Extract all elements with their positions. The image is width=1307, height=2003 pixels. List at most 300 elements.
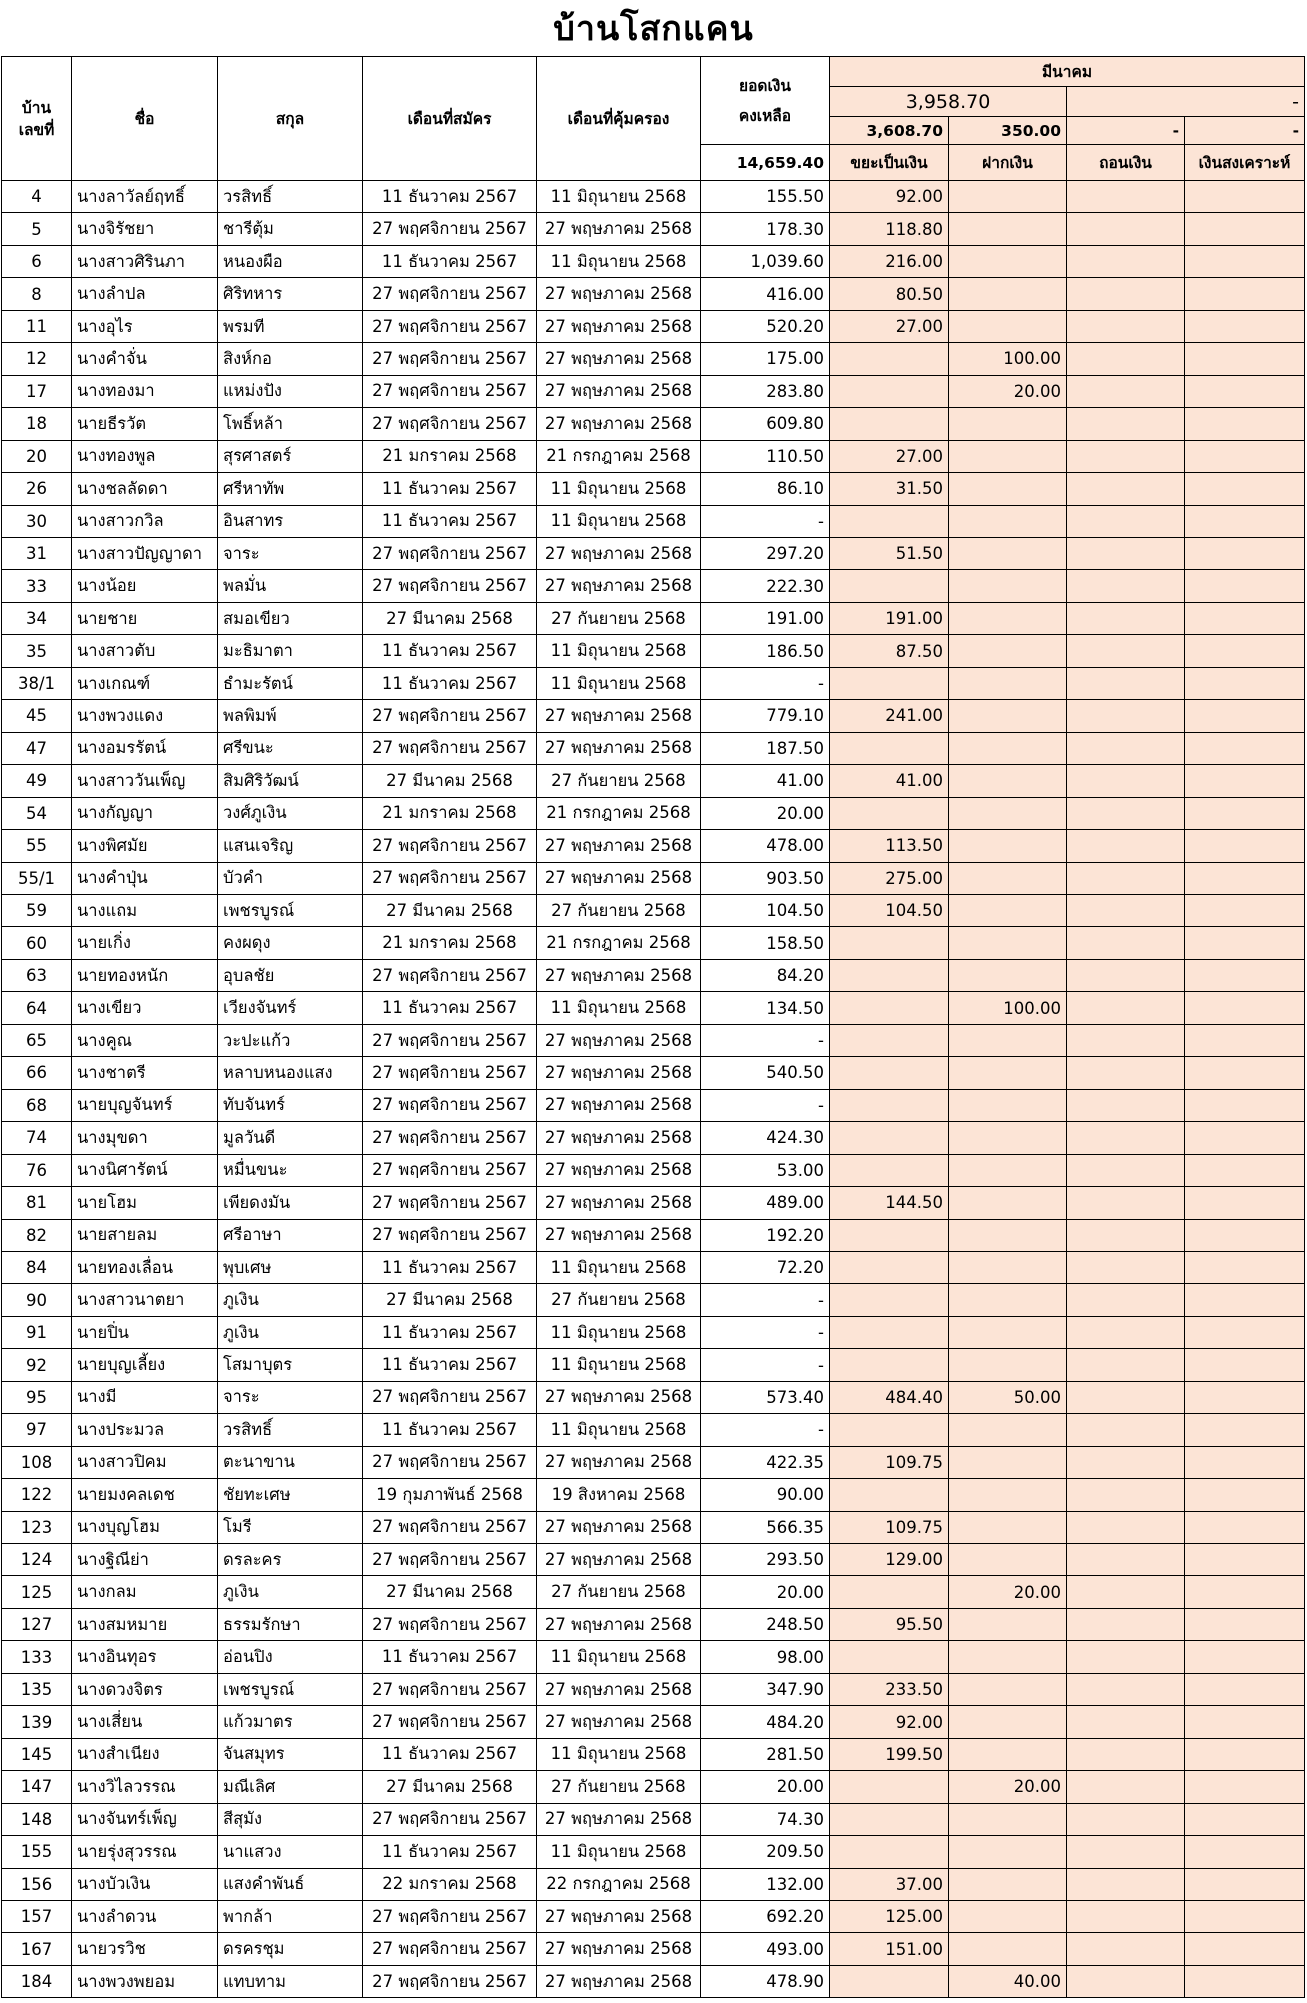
cell-apply-month: 27 มีนาคม 2568 [363, 894, 537, 926]
cell-apply-month: 11 ธันวาคม 2567 [363, 1316, 537, 1348]
cell-cover-month: 27 กันยายน 2568 [537, 1771, 701, 1803]
cell-deposit [949, 1803, 1067, 1835]
table-row [2, 1414, 1305, 1446]
cell-deposit [949, 537, 1067, 569]
cell-house-no: 45 [2, 700, 72, 732]
cell-apply-month: 11 ธันวาคม 2567 [363, 505, 537, 537]
cell-balance: - [701, 1349, 830, 1381]
cell-recycle: 31.50 [830, 473, 949, 505]
cell-house-no: 11 [2, 310, 72, 342]
cell-name: นางสาวกวิล [72, 505, 218, 537]
cell-welfare [1185, 862, 1305, 894]
cell-name: นางนิศารัตน์ [72, 1154, 218, 1186]
cell-recycle: 275.00 [830, 862, 949, 894]
cell-withdraw [1067, 181, 1185, 213]
cell-house-no: 139 [2, 1706, 72, 1738]
cell-house-no: 18 [2, 408, 72, 440]
cell-deposit [949, 1122, 1067, 1154]
cell-name: นางทองพูล [72, 440, 218, 472]
cell-surname: อินสาทร [218, 505, 363, 537]
table-row [2, 1187, 1305, 1219]
cell-balance: - [701, 505, 830, 537]
cell-recycle [830, 1836, 949, 1868]
table-row [2, 1836, 1305, 1868]
cell-balance: - [701, 1284, 830, 1316]
header-recycle: ขยะเป็นเงิน [830, 145, 949, 181]
cell-surname: มะธิมาตา [218, 635, 363, 667]
cell-welfare [1185, 181, 1305, 213]
cell-name: นางบุญโฮม [72, 1511, 218, 1543]
cell-balance: 178.30 [701, 213, 830, 245]
cell-balance: 293.50 [701, 1544, 830, 1576]
cell-deposit [949, 1608, 1067, 1640]
cell-balance: - [701, 1024, 830, 1056]
cell-recycle: 80.50 [830, 278, 949, 310]
table-body [2, 181, 1305, 1998]
cell-deposit [949, 1089, 1067, 1121]
cell-surname: มูลวันดี [218, 1122, 363, 1154]
cell-name: นายทองเลื่อน [72, 1251, 218, 1283]
month-total-right: - [1067, 87, 1305, 117]
cell-withdraw [1067, 1965, 1185, 1997]
cell-recycle [830, 797, 949, 829]
cell-deposit [949, 1511, 1067, 1543]
cell-surname: เพชรบูรณ์ [218, 1673, 363, 1705]
cell-welfare [1185, 1576, 1305, 1608]
cell-balance: - [701, 1414, 830, 1446]
cell-surname: สีสุมัง [218, 1803, 363, 1835]
cell-surname: โสมาบุตร [218, 1349, 363, 1381]
cell-house-no: 8 [2, 278, 72, 310]
cell-deposit [949, 1836, 1067, 1868]
table-row [2, 1738, 1305, 1770]
cell-recycle: 92.00 [830, 1706, 949, 1738]
cell-balance: 424.30 [701, 1122, 830, 1154]
cell-withdraw [1067, 1316, 1185, 1348]
table-row [2, 1089, 1305, 1121]
cell-apply-month: 27 พฤศจิกายน 2567 [363, 375, 537, 407]
cell-name: นายปิ่น [72, 1316, 218, 1348]
table-row [2, 1479, 1305, 1511]
table-row [2, 245, 1305, 277]
cell-surname: วงศ์ภูเงิน [218, 797, 363, 829]
cell-apply-month: 27 พฤศจิกายน 2567 [363, 1544, 537, 1576]
cell-recycle [830, 1057, 949, 1089]
cell-house-no: 108 [2, 1446, 72, 1478]
cell-recycle [830, 992, 949, 1024]
cell-withdraw [1067, 310, 1185, 342]
cell-deposit: 100.00 [949, 992, 1067, 1024]
table-row [2, 1251, 1305, 1283]
cell-apply-month: 11 ธันวาคม 2567 [363, 1641, 537, 1673]
cell-deposit [949, 1544, 1067, 1576]
cell-withdraw [1067, 700, 1185, 732]
cell-house-no: 5 [2, 213, 72, 245]
cell-apply-month: 27 พฤศจิกายน 2567 [363, 959, 537, 991]
cell-deposit [949, 959, 1067, 991]
cell-name: นางคำจั่น [72, 343, 218, 375]
cell-welfare [1185, 1024, 1305, 1056]
cell-apply-month: 27 พฤศจิกายน 2567 [363, 1706, 537, 1738]
cell-surname: หนองผือ [218, 245, 363, 277]
cell-welfare [1185, 1414, 1305, 1446]
cell-name: นางน้อย [72, 570, 218, 602]
cell-surname: วะปะแก้ว [218, 1024, 363, 1056]
table-row [2, 1706, 1305, 1738]
cell-apply-month: 11 ธันวาคม 2567 [363, 245, 537, 277]
cell-house-no: 91 [2, 1316, 72, 1348]
cell-apply-month: 11 ธันวาคม 2567 [363, 667, 537, 699]
cell-recycle [830, 343, 949, 375]
cell-surname: สุรศาสตร์ [218, 440, 363, 472]
cell-name: นางชาตรี [72, 1057, 218, 1089]
cell-welfare [1185, 1641, 1305, 1673]
cell-surname: ศรีอาษา [218, 1219, 363, 1251]
cell-welfare [1185, 1868, 1305, 1900]
table-row [2, 1933, 1305, 1965]
cell-withdraw [1067, 894, 1185, 926]
cell-name: นางอมรรัตน์ [72, 732, 218, 764]
cell-house-no: 148 [2, 1803, 72, 1835]
cell-surname: ศรีหาทัพ [218, 473, 363, 505]
cell-welfare [1185, 1154, 1305, 1186]
cell-withdraw [1067, 213, 1185, 245]
cell-cover-month: 27 กันยายน 2568 [537, 1576, 701, 1608]
table-row [2, 667, 1305, 699]
cell-withdraw [1067, 343, 1185, 375]
cell-surname: พุบเศษ [218, 1251, 363, 1283]
cell-deposit [949, 1251, 1067, 1283]
cell-welfare [1185, 1089, 1305, 1121]
cell-deposit [949, 1479, 1067, 1511]
cell-deposit [949, 1738, 1067, 1770]
cell-balance: 20.00 [701, 797, 830, 829]
cell-withdraw [1067, 245, 1185, 277]
header-house-no: บ้าน เลขที่ [2, 57, 72, 181]
cell-withdraw [1067, 1089, 1185, 1121]
cell-name: นางสำเนียง [72, 1738, 218, 1770]
cell-surname: คงผดุง [218, 927, 363, 959]
cell-welfare [1185, 927, 1305, 959]
cell-deposit [949, 1154, 1067, 1186]
cell-name: นางพวงแดง [72, 700, 218, 732]
cell-welfare [1185, 894, 1305, 926]
cell-apply-month: 27 พฤศจิกายน 2567 [363, 343, 537, 375]
table-row [2, 1024, 1305, 1056]
cell-cover-month: 11 มิถุนายน 2568 [537, 245, 701, 277]
cell-recycle [830, 408, 949, 440]
cell-welfare [1185, 1544, 1305, 1576]
cell-cover-month: 11 มิถุนายน 2568 [537, 1251, 701, 1283]
cell-withdraw [1067, 927, 1185, 959]
cell-recycle: 118.80 [830, 213, 949, 245]
cell-deposit [949, 1316, 1067, 1348]
cell-house-no: 92 [2, 1349, 72, 1381]
cell-cover-month: 11 มิถุนายน 2568 [537, 635, 701, 667]
cell-balance: 110.50 [701, 440, 830, 472]
cell-name: นางอุไร [72, 310, 218, 342]
cell-deposit [949, 278, 1067, 310]
cell-deposit [949, 1706, 1067, 1738]
header-apply-month: เดือนที่สมัคร [363, 57, 537, 181]
cell-recycle [830, 667, 949, 699]
cell-name: นางดวงจิตร [72, 1673, 218, 1705]
cell-recycle [830, 1024, 949, 1056]
cell-apply-month: 27 พฤศจิกายน 2567 [363, 1511, 537, 1543]
cell-house-no: 95 [2, 1381, 72, 1413]
cell-balance: 493.00 [701, 1933, 830, 1965]
cell-apply-month: 27 พฤศจิกายน 2567 [363, 213, 537, 245]
cell-withdraw [1067, 1511, 1185, 1543]
table-row [2, 1154, 1305, 1186]
cell-apply-month: 27 พฤศจิกายน 2567 [363, 1446, 537, 1478]
cell-cover-month: 19 สิงหาคม 2568 [537, 1479, 701, 1511]
cell-balance: 609.80 [701, 408, 830, 440]
cell-deposit [949, 1057, 1067, 1089]
cell-welfare [1185, 1479, 1305, 1511]
cell-cover-month: 27 พฤษภาคม 2568 [537, 375, 701, 407]
table-row [2, 1901, 1305, 1933]
cell-welfare [1185, 1738, 1305, 1770]
cell-house-no: 147 [2, 1771, 72, 1803]
header-withdraw: ถอนเงิน [1067, 145, 1185, 181]
cell-recycle: 92.00 [830, 181, 949, 213]
cell-apply-month: 27 พฤศจิกายน 2567 [363, 732, 537, 764]
subtotal-withdraw: - [1067, 117, 1185, 145]
cell-welfare [1185, 1511, 1305, 1543]
cell-cover-month: 27 พฤษภาคม 2568 [537, 1089, 701, 1121]
cell-withdraw [1067, 830, 1185, 862]
cell-surname: ตะนาขาน [218, 1446, 363, 1478]
cell-cover-month: 27 กันยายน 2568 [537, 765, 701, 797]
cell-withdraw [1067, 1803, 1185, 1835]
cell-name: นางกลม [72, 1576, 218, 1608]
cell-withdraw [1067, 1738, 1185, 1770]
cell-recycle [830, 959, 949, 991]
cell-balance: 191.00 [701, 602, 830, 634]
cell-balance: 297.20 [701, 537, 830, 569]
cell-deposit [949, 830, 1067, 862]
cell-apply-month: 27 พฤศจิกายน 2567 [363, 700, 537, 732]
cell-withdraw [1067, 602, 1185, 634]
cell-cover-month: 27 พฤษภาคม 2568 [537, 310, 701, 342]
cell-deposit [949, 732, 1067, 764]
cell-name: นางสาวปัญญาดา [72, 537, 218, 569]
cell-surname: ชารีตุ้ม [218, 213, 363, 245]
cell-deposit [949, 602, 1067, 634]
cell-welfare [1185, 992, 1305, 1024]
cell-apply-month: 27 พฤศจิกายน 2567 [363, 1187, 537, 1219]
cell-welfare [1185, 1381, 1305, 1413]
cell-apply-month: 11 ธันวาคม 2567 [363, 1251, 537, 1283]
cell-cover-month: 27 กันยายน 2568 [537, 602, 701, 634]
cell-house-no: 97 [2, 1414, 72, 1446]
table-row [2, 959, 1305, 991]
cell-surname: วรสิทธิ์ [218, 181, 363, 213]
cell-cover-month: 27 พฤษภาคม 2568 [537, 830, 701, 862]
cell-house-no: 84 [2, 1251, 72, 1283]
cell-recycle [830, 1803, 949, 1835]
cell-withdraw [1067, 1122, 1185, 1154]
cell-deposit: 40.00 [949, 1965, 1067, 1997]
cell-withdraw [1067, 635, 1185, 667]
cell-cover-month: 27 พฤษภาคม 2568 [537, 1706, 701, 1738]
table-row [2, 1965, 1305, 1997]
cell-house-no: 31 [2, 537, 72, 569]
cell-apply-month: 27 พฤศจิกายน 2567 [363, 278, 537, 310]
cell-name: นางสาวปิคม [72, 1446, 218, 1478]
cell-recycle: 109.75 [830, 1446, 949, 1478]
cell-surname: วรสิทธิ์ [218, 1414, 363, 1446]
cell-balance: 84.20 [701, 959, 830, 991]
cell-apply-month: 11 ธันวาคม 2567 [363, 1349, 537, 1381]
cell-recycle: 191.00 [830, 602, 949, 634]
cell-recycle [830, 570, 949, 602]
cell-house-no: 12 [2, 343, 72, 375]
cell-cover-month: 11 มิถุนายน 2568 [537, 667, 701, 699]
cell-deposit [949, 245, 1067, 277]
cell-apply-month: 27 มีนาคม 2568 [363, 602, 537, 634]
cell-cover-month: 21 กรกฎาคม 2568 [537, 797, 701, 829]
cell-welfare [1185, 830, 1305, 862]
cell-welfare [1185, 473, 1305, 505]
cell-welfare [1185, 537, 1305, 569]
cell-balance: 779.10 [701, 700, 830, 732]
cell-welfare [1185, 1608, 1305, 1640]
cell-name: นายบุญเลี้ยง [72, 1349, 218, 1381]
cell-apply-month: 11 ธันวาคม 2567 [363, 635, 537, 667]
table-row [2, 1284, 1305, 1316]
cell-welfare [1185, 667, 1305, 699]
cell-welfare [1185, 310, 1305, 342]
cell-cover-month: 27 พฤษภาคม 2568 [537, 862, 701, 894]
cell-withdraw [1067, 1284, 1185, 1316]
cell-surname: อ่อนปิง [218, 1641, 363, 1673]
cell-cover-month: 11 มิถุนายน 2568 [537, 473, 701, 505]
cell-house-no: 4 [2, 181, 72, 213]
cell-deposit [949, 765, 1067, 797]
cell-balance: 90.00 [701, 1479, 830, 1511]
cell-balance: 104.50 [701, 894, 830, 926]
cell-balance: 20.00 [701, 1576, 830, 1608]
cell-surname: ศรีขนะ [218, 732, 363, 764]
cell-surname: แทบทาม [218, 1965, 363, 1997]
cell-apply-month: 22 มกราคม 2568 [363, 1868, 537, 1900]
table-row [2, 992, 1305, 1024]
balance-total: 14,659.40 [701, 145, 830, 181]
cell-apply-month: 27 มีนาคม 2568 [363, 765, 537, 797]
cell-recycle: 241.00 [830, 700, 949, 732]
cell-name: นางคำปุ่น [72, 862, 218, 894]
cell-balance: 74.30 [701, 1803, 830, 1835]
cell-name: นางพิศมัย [72, 830, 218, 862]
cell-balance: 20.00 [701, 1771, 830, 1803]
cell-deposit [949, 310, 1067, 342]
cell-deposit: 100.00 [949, 343, 1067, 375]
cell-name: นางลำปล [72, 278, 218, 310]
cell-cover-month: 27 กันยายน 2568 [537, 1284, 701, 1316]
cell-surname: พลพิมพ์ [218, 700, 363, 732]
cell-balance: 347.90 [701, 1673, 830, 1705]
cell-name: นางเกณฑ์ [72, 667, 218, 699]
cell-withdraw [1067, 1836, 1185, 1868]
cell-surname: ธรรมรักษา [218, 1608, 363, 1640]
cell-welfare [1185, 959, 1305, 991]
cell-surname: ภูเงิน [218, 1284, 363, 1316]
cell-deposit [949, 1673, 1067, 1705]
cell-name: นางสาววันเพ็ญ [72, 765, 218, 797]
cell-recycle [830, 505, 949, 537]
cell-name: นายวรวิช [72, 1933, 218, 1965]
cell-welfare [1185, 1187, 1305, 1219]
table-row [2, 700, 1305, 732]
cell-welfare [1185, 278, 1305, 310]
cell-name: นายเกิ่ง [72, 927, 218, 959]
cell-apply-month: 27 พฤศจิกายน 2567 [363, 408, 537, 440]
header-cover-month: เดือนที่คุ้มครอง [537, 57, 701, 181]
cell-withdraw [1067, 797, 1185, 829]
cell-surname: ชัยทะเศษ [218, 1479, 363, 1511]
cell-apply-month: 27 พฤศจิกายน 2567 [363, 1901, 537, 1933]
cell-apply-month: 27 พฤศจิกายน 2567 [363, 1122, 537, 1154]
cell-deposit [949, 1933, 1067, 1965]
cell-house-no: 17 [2, 375, 72, 407]
cell-recycle [830, 1965, 949, 1997]
cell-recycle: 484.40 [830, 1381, 949, 1413]
cell-cover-month: 27 พฤษภาคม 2568 [537, 1901, 701, 1933]
cell-deposit [949, 1641, 1067, 1673]
table-row [2, 732, 1305, 764]
cell-surname: แหม่งปัง [218, 375, 363, 407]
table-row [2, 1641, 1305, 1673]
cell-withdraw [1067, 765, 1185, 797]
cell-house-no: 122 [2, 1479, 72, 1511]
cell-house-no: 133 [2, 1641, 72, 1673]
table-row [2, 862, 1305, 894]
cell-house-no: 47 [2, 732, 72, 764]
cell-house-no: 184 [2, 1965, 72, 1997]
cell-withdraw [1067, 1771, 1185, 1803]
cell-balance: 903.50 [701, 862, 830, 894]
cell-apply-month: 11 ธันวาคม 2567 [363, 1738, 537, 1770]
cell-cover-month: 27 พฤษภาคม 2568 [537, 408, 701, 440]
cell-apply-month: 19 กุมภาพันธ์ 2568 [363, 1479, 537, 1511]
cell-withdraw [1067, 1901, 1185, 1933]
cell-withdraw [1067, 537, 1185, 569]
cell-deposit [949, 181, 1067, 213]
cell-balance: 186.50 [701, 635, 830, 667]
cell-recycle: 233.50 [830, 1673, 949, 1705]
cell-name: นางทองมา [72, 375, 218, 407]
cell-name: นายบุญจันทร์ [72, 1089, 218, 1121]
cell-balance: 540.50 [701, 1057, 830, 1089]
cell-recycle [830, 1154, 949, 1186]
cell-withdraw [1067, 1187, 1185, 1219]
cell-withdraw [1067, 505, 1185, 537]
cell-cover-month: 11 มิถุนายน 2568 [537, 505, 701, 537]
cell-cover-month: 27 พฤษภาคม 2568 [537, 1446, 701, 1478]
cell-name: นางสาวศิรินภา [72, 245, 218, 277]
cell-balance: 53.00 [701, 1154, 830, 1186]
cell-house-no: 49 [2, 765, 72, 797]
cell-cover-month: 11 มิถุนายน 2568 [537, 1414, 701, 1446]
cell-deposit [949, 1446, 1067, 1478]
cell-welfare [1185, 245, 1305, 277]
cell-withdraw [1067, 1641, 1185, 1673]
cell-withdraw [1067, 1544, 1185, 1576]
cell-house-no: 125 [2, 1576, 72, 1608]
cell-balance: 520.20 [701, 310, 830, 342]
